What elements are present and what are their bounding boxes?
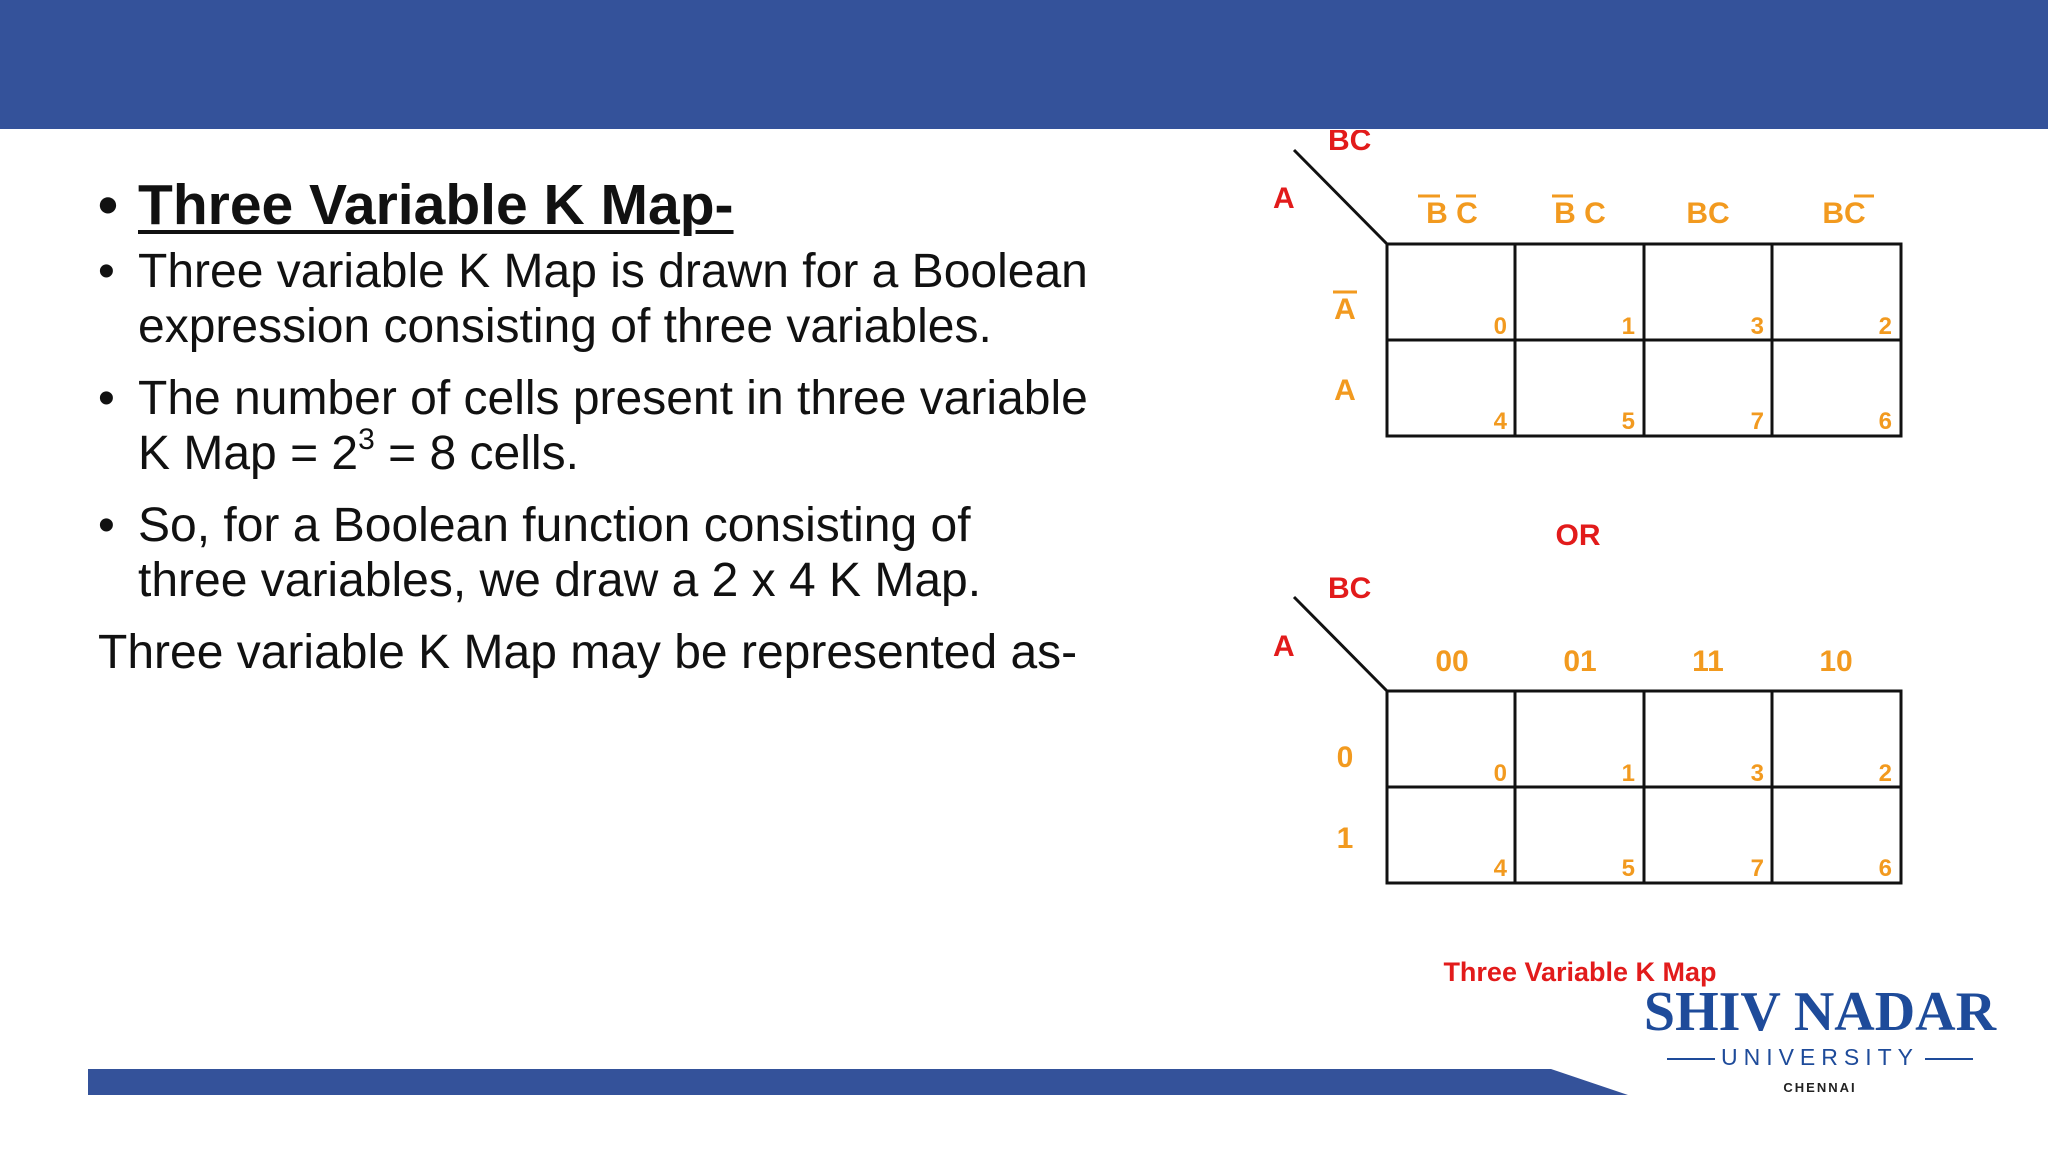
bullet-text: So, for a Boolean function consisting of three variables, we draw a 2 x 4 K Map. [138,499,982,607]
cell-number: 4 [1493,408,1507,435]
bullet-item [98,371,1088,481]
title-bullet [98,172,1088,238]
bullet-dot: • [98,499,115,552]
bullet-text-before: The number of cells present in three variable K Map = 2 [138,372,1088,480]
kmap-col-header: B C [1554,197,1606,230]
kmap-row-var: A [1273,630,1295,663]
slide-content [98,172,1088,680]
kmap-row-header: 0 [1336,741,1354,774]
bullet-text-after: = 8 cells. [374,427,579,480]
cell-number: 6 [1878,408,1892,435]
kmap-col-header: 00 [1435,645,1469,678]
bullet-text: Three variable K Map is drawn for a Boolean expression consisting of three variables. [138,245,1088,353]
cell-number: 2 [1878,760,1892,787]
logo-university [1640,1044,2000,1071]
kmap-col-header: BC [1686,197,1730,230]
bullet-dot: • [98,245,115,298]
cell-number: 1 [1621,760,1635,787]
cell-number: 7 [1750,408,1764,435]
cell-number: 2 [1878,313,1892,340]
header-band [0,0,2048,129]
cell-number: 6 [1878,855,1892,882]
cell-number: 3 [1750,760,1764,787]
kmap-row-var: A [1273,182,1295,215]
kmap-figure [1250,130,1950,1000]
closing-text: Three variable K Map may be represented as- [98,626,1078,679]
kmap-row-header: A [1334,293,1356,326]
logo-rule [1925,1058,1973,1060]
kmap-row-header: 1 [1336,822,1354,855]
logo-city: CHENNAI [1783,1080,1857,1095]
kmap-col-header: B C [1426,197,1478,230]
bullet-item [98,498,1088,608]
kmap-col-var: BC [1328,130,1372,157]
logo-name: SHIV NADAR [1643,981,1997,1043]
cell-number: 3 [1750,313,1764,340]
cell-number: 4 [1493,855,1507,882]
kmap-col-header: 10 [1819,645,1853,678]
bullet-item [98,244,1088,354]
kmap-top [1273,130,1901,436]
university-logo [1630,980,2000,1100]
logo-rule [1667,1058,1715,1060]
kmap-bottom [1273,572,1901,883]
cell-number: 5 [1621,408,1635,435]
exponent: 3 [358,423,375,456]
bullet-dot: • [98,173,118,237]
separator-or: OR [1555,519,1601,552]
kmap-col-header: 11 [1692,645,1724,678]
cell-number: 0 [1493,760,1507,787]
cell-number: 5 [1621,855,1635,882]
kmap-col-var: BC [1328,572,1372,605]
kmap-col-header: 01 [1563,645,1597,678]
kmap-diagonal [1294,150,1387,244]
bullet-dot: • [98,372,115,425]
cell-number: 1 [1621,313,1635,340]
cell-number: 0 [1493,313,1507,340]
kmap-row-header: A [1334,374,1356,407]
footer-band [88,1069,1628,1095]
kmap-col-header: BC [1822,197,1866,230]
logo-university-text: UNIVERSITY [1720,1044,1920,1070]
cell-number: 7 [1750,855,1764,882]
kmap-diagonal [1294,597,1387,691]
kmap-caption: Three Variable K Map [1443,957,1717,987]
slide-title: Three Variable K Map- [138,173,734,237]
